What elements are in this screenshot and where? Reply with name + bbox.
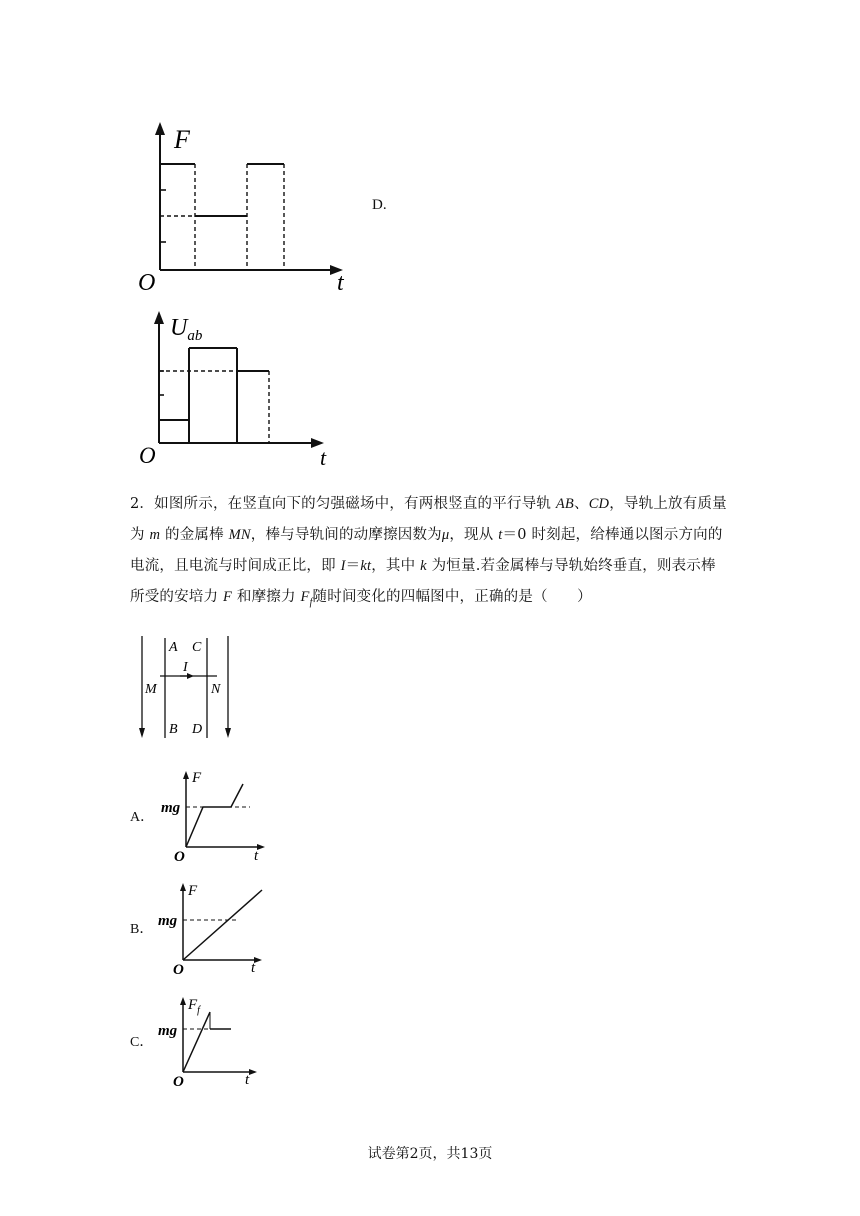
page-footer: 试卷第2页，共13页 — [367, 1146, 493, 1162]
question-text-segment: m — [149, 527, 161, 543]
option-c-t-label: t — [245, 1072, 250, 1088]
f-t-axis-label: t — [337, 270, 344, 296]
uab-axis-label: $U_{ab}$ — [170, 315, 203, 344]
option-b-label: B． — [130, 922, 154, 937]
option-b-graph — [155, 878, 270, 976]
rod-label-n: N — [211, 682, 221, 697]
option-c-y-label: $F_f$ — [188, 997, 200, 1016]
option-c-mg-label: mg — [158, 1023, 178, 1039]
question-text-segment: μ — [441, 527, 450, 543]
question-text-segment: k — [420, 558, 427, 574]
question-text-segment: t — [498, 527, 503, 543]
question-text-segment: ，其中 — [371, 558, 421, 574]
question-text-segment: 如图所示，在竖直向下的匀强磁场中，有两根竖直的平行导轨 — [154, 496, 556, 512]
uab-t-axis-label: t — [320, 445, 327, 470]
question-2-text — [130, 489, 730, 618]
question-text-segment: 和摩擦力 — [232, 589, 301, 605]
option-a-mg-label: mg — [161, 800, 181, 816]
uab-t-graph — [130, 305, 340, 470]
question-text-segment: AB — [555, 496, 574, 512]
question-text-segment: ，棒与导轨间的动摩擦因数为 — [250, 527, 442, 543]
f-axis-label: F — [174, 125, 190, 154]
rail-label-c: C — [192, 640, 202, 655]
rails-diagram — [130, 630, 240, 745]
option-b-y-label: F — [188, 883, 198, 899]
question-text-segment: ＝ — [345, 558, 361, 574]
uab-origin-label: O — [139, 443, 156, 468]
rail-label-d: D — [192, 722, 203, 737]
question-text-segment: ＝0 时刻起，给棒通以图示方向的电流，且电流与时间成正比，即 — [130, 527, 723, 574]
question-text-segment: MN — [228, 527, 251, 543]
option-d-label: D. — [372, 197, 387, 213]
question-text-segment: kt — [360, 558, 372, 574]
option-b-origin: O — [173, 962, 184, 976]
question-text-segment: 随时间变化的四幅图中，正确的是（ ） — [312, 589, 592, 605]
rod-label-m: M — [145, 682, 157, 697]
option-a-y-label: F — [192, 770, 202, 786]
current-label-i: I — [183, 660, 188, 675]
f-t-graph — [130, 118, 360, 298]
rail-label-a: A — [169, 640, 178, 655]
question-text-segment: ，导轨上放有质量为 — [130, 496, 727, 543]
option-a-label: A． — [130, 810, 155, 825]
question-text-segment: ，现从 — [449, 527, 499, 543]
question-text-segment: f — [309, 596, 313, 608]
question-number: 2． — [130, 496, 155, 512]
option-c-label: C． — [130, 1035, 154, 1050]
question-text-segment: CD — [588, 496, 610, 512]
option-a-t-label: t — [254, 848, 259, 864]
option-c-graph — [155, 992, 270, 1090]
option-b-mg-label: mg — [158, 913, 178, 929]
option-a-origin: O — [174, 849, 185, 864]
question-text-segment: 的金属棒 — [160, 527, 229, 543]
option-c-origin: O — [173, 1074, 184, 1090]
question-text-segment: F — [223, 589, 233, 605]
option-b-t-label: t — [251, 960, 256, 976]
option-a-graph — [158, 766, 273, 864]
rail-label-b: B — [169, 722, 178, 737]
question-text-segment: 、 — [573, 496, 589, 512]
question-text-segment: I — [340, 558, 346, 574]
question-text-segment: 为恒量.若金属棒与导轨始终垂直，则表示棒所受的安培力 — [130, 558, 716, 605]
f-origin-label: O — [138, 270, 156, 296]
question-text-segment: F — [300, 589, 310, 605]
